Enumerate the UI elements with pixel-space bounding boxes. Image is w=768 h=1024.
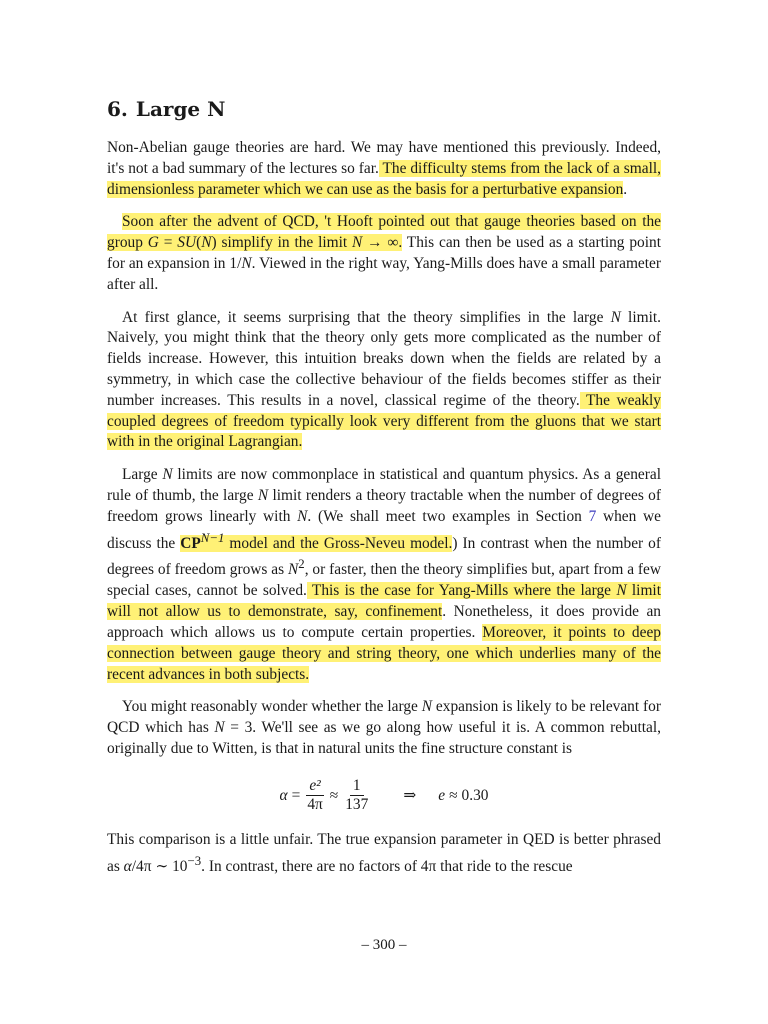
highlight: $CP^{N-1}$ model and the Gross-Neveu model. xyxy=(180,530,453,552)
paragraph-3: At first glance, it seems surprising that the theory simplifies in the large N limit. Naively, you might think that the theory only gets more complicated as the number of fields increase. However, this intuition breaks down when the fields are related by a symmetry, in which case the collective behaviour of the fields becomes stiffer as their number increases. This results in a novel, classical regime of the theory. The weakly coupled degrees of freedom typically look very different from the gluons that we start with in the original Lagrangian. xyxy=(107,308,661,451)
section-number: 6. xyxy=(107,97,128,121)
highlight: Soon after the advent of QCD, 't Hooft pointed out that gauge theories based on the group G = SU(N) simplify in the limit N → ∞. xyxy=(107,213,661,252)
highlight: The weakly coupled degrees of freedom typically look very different from the gluons that we start with in the original Lagrangian. xyxy=(107,391,661,451)
fraction: $\frac{1}{137}$ xyxy=(345,777,369,814)
highlight: This is the case for Yang-Mills where the large N limit will not allow us to demonstrate, say, confinement xyxy=(107,582,661,621)
highlight: The difficulty stems from the lack of a small, dimensionless parameter which we can use as the basis for a perturbative expansion xyxy=(107,159,661,198)
section-heading xyxy=(107,97,225,121)
paragraph-5: You might reasonably wonder whether the large N expansion is likely to be relevant for QCD which has N = 3. We'll see as we go along how useful it is. A common rebuttal, originally due to Witten, is that in natural units the fine structure constant is xyxy=(107,698,661,757)
section-title: Large N xyxy=(135,97,226,121)
fraction: $\frac{\text{e²}}{4\pi}$ xyxy=(307,777,323,814)
section-link[interactable]: 7 xyxy=(588,507,597,525)
paragraph-1: Non-Abelian gauge theories are hard. We may have mentioned this previously. Indeed, it's not a bad summary of the lectures so far. The difficulty stems from the lack of a small, dimensionless parameter which we can use as the basis for a perturbative expansion. xyxy=(107,139,661,198)
paragraph-4: Large N limits are now commonplace in statistical and quantum physics. As a general rule of thumb, the large N limit renders a theory tractable when the number of degrees of freedom grows linearly with N. (We shall meet two examples in Section 7 when we discuss the $CP^{N-1}$ model and the Gross-Neveu model.) In contrast when the number of degrees of freedom grows as $N^2$, or faster, then the theory simplifies but, apart from a few special cases, cannot be solved. This is the case for Yang-Mills where the large N limit will not allow us to demonstrate, say, confinement. Nonetheless, it does provide an approach which allows us to compute certain properties. Moreover, it points to deep connection between gauge theory and string theory, one which underlies many of the recent advances in both subjects. xyxy=(107,466,662,683)
body-text xyxy=(107,138,661,889)
highlight: Moreover, it points to deep connection between gauge theory and string theory, one which underlies many of the recent advances in both subjects. xyxy=(107,623,661,683)
paragraph-2: Soon after the advent of QCD, 't Hooft pointed out that gauge theories based on the group G = SU(N) simplify in the limit N → ∞. This can then be used as a starting point for an expansion in 1/N. Viewed in the right way, Yang-Mills does have a small parameter after all. xyxy=(107,213,661,293)
fine-structure-equation: α = $\frac{\text{e²}}{4\pi}$ ≈ $\frac{1}{137}$ ⇒ e ≈ 0.30 xyxy=(279,777,489,814)
paragraph-6: This comparison is a little unfair. The true expansion parameter in QED is better phrased as α/4π ∼ $10^{-3}$. In contrast, there are no factors of 4π that ride to the rescue xyxy=(107,830,661,875)
page-number: – 300 – xyxy=(361,937,407,953)
